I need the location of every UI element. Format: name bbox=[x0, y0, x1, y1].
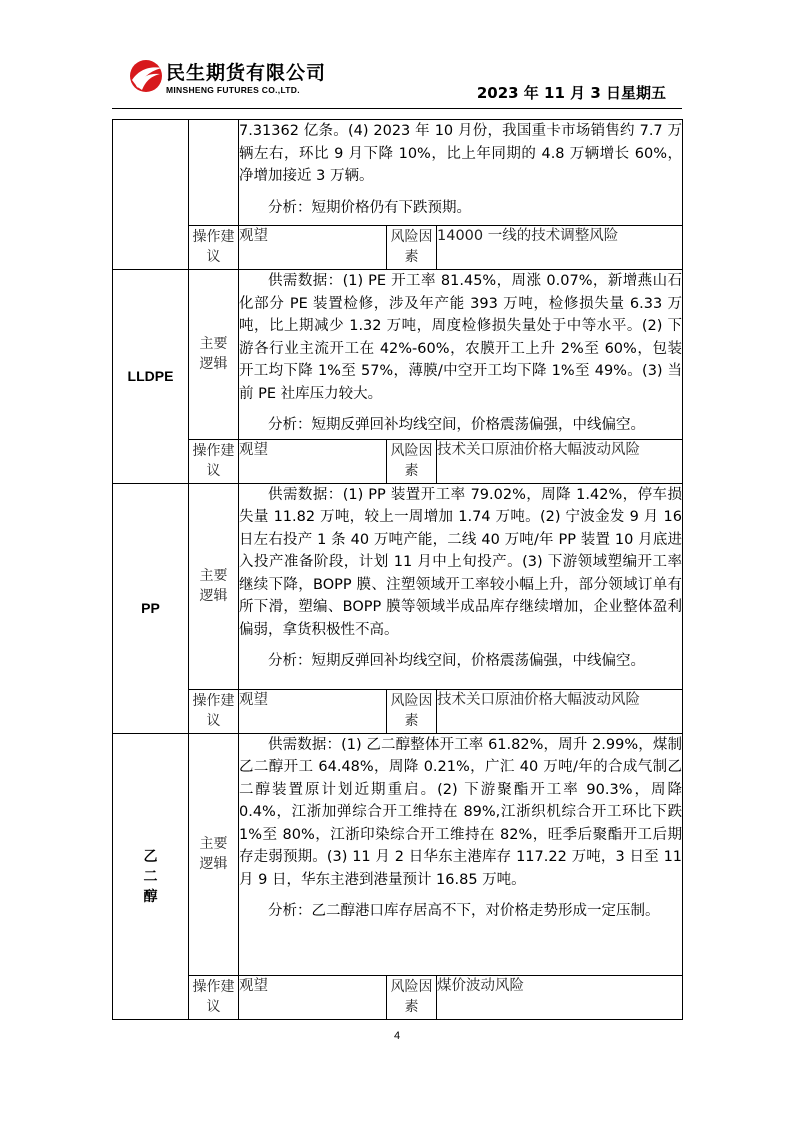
risk-label: 风险因素 bbox=[387, 226, 437, 270]
company-logo bbox=[128, 56, 368, 100]
analysis-paragraph: 分析：短期反弹回补均线空间，价格震荡偏强，中线偏空。 bbox=[268, 417, 645, 433]
analysis-paragraph: 分析：乙二醇港口库存居高不下，对价格走势形成一定压制。 bbox=[268, 903, 660, 919]
table-row bbox=[113, 270, 683, 440]
logic-paragraph: 供需数据：(1) 乙二醇整体开工率 61.82%，周升 2.99%，煤制乙二醇开工 64.48%，周降 0.21%，广汇 40 万吨/年的合成气制乙二醇装置原计划近期重启。(2) 下游聚酯开工率 90.3%，周降 0.4%，江浙加弹综合开工维持在 89%,江浙织机综合开工环比下跌 1%至 80%，江浙印染综合开工维持在 82%，旺季后聚酯开工后期存走弱预期。(3) 11 月 2 日华东主港库存 117.22 万吨，3 日至 11 月 9 日，华东主港到港量预计 16.85 万吨。 bbox=[239, 736, 683, 888]
logic-label: 主要逻辑 bbox=[189, 270, 239, 440]
company-name-cn: 民生期货有限公司 bbox=[166, 62, 327, 84]
advice-label: 操作建议 bbox=[189, 689, 239, 733]
table-row bbox=[113, 689, 683, 733]
risk-label: 风险因素 bbox=[387, 975, 437, 1019]
category-lldpe: LLDPE bbox=[113, 270, 189, 484]
logic-label: 主要逻辑 bbox=[189, 733, 239, 975]
risk-value: 技术关口原油价格大幅波动风险 bbox=[437, 689, 683, 733]
category-cell-continued bbox=[113, 120, 189, 270]
advice-value: 观望 bbox=[239, 689, 387, 733]
risk-value: 14000 一线的技术调整风险 bbox=[437, 226, 683, 270]
advice-label: 操作建议 bbox=[189, 226, 239, 270]
table-row bbox=[113, 439, 683, 483]
advice-value: 观望 bbox=[239, 226, 387, 270]
analysis-paragraph: 分析：短期反弹回补均线空间，价格震荡偏强，中线偏空。 bbox=[268, 653, 645, 669]
logic-paragraph: 7.31362 亿条。(4) 2023 年 10 月份，我国重卡市场销售约 7.7 万辆左右，环比 9 月下降 10%，比上年同期的 4.8 万辆增长 60%，净增加接近 3 万辆。 bbox=[239, 123, 683, 184]
report-date: 2023 年 11 月 3 日星期五 bbox=[476, 84, 666, 102]
header-rule bbox=[112, 108, 682, 109]
table-row bbox=[113, 226, 683, 270]
table-row bbox=[113, 733, 683, 975]
logic-text-cell bbox=[239, 270, 683, 440]
analysis-paragraph: 分析：短期价格仍有下跌预期。 bbox=[268, 199, 471, 216]
logic-text-cell bbox=[239, 483, 683, 689]
logic-label: 主要逻辑 bbox=[189, 483, 239, 689]
strategy-table bbox=[112, 119, 683, 1020]
logic-paragraph: 供需数据：(1) PE 开工率 81.45%，周涨 0.07%，新增燕山石化部分 PE 装置检修，涉及年产能 393 万吨，检修损失量 6.33 万吨，比上期减少 1.32 万吨，周度检修损失量处于中等水平。(2) 下游各行业主流开工在 42%-60%，农膜开工上升 2%至 60%，包装开工均下降 1%至 57%，薄膜/中空开工均下降 1%至 49%。(3) 当前 PE 社库压力较大。 bbox=[239, 273, 683, 402]
risk-label: 风险因素 bbox=[387, 439, 437, 483]
page-number: 4 bbox=[393, 1030, 401, 1042]
advice-label: 操作建议 bbox=[189, 975, 239, 1019]
advice-label: 操作建议 bbox=[189, 439, 239, 483]
logic-text-cell bbox=[239, 120, 683, 226]
minsheng-logo-icon bbox=[128, 58, 164, 94]
table-row bbox=[113, 483, 683, 689]
category-pp: PP bbox=[113, 483, 189, 733]
table-row bbox=[113, 975, 683, 1019]
risk-label: 风险因素 bbox=[387, 689, 437, 733]
risk-value: 煤价波动风险 bbox=[437, 975, 683, 1019]
company-name-en: MINSHENG FUTURES CO.,LTD. bbox=[166, 85, 300, 95]
logic-text-cell bbox=[239, 733, 683, 975]
risk-value: 技术关口原油价格大幅波动风险 bbox=[437, 439, 683, 483]
category-eg: 乙二醇 bbox=[113, 733, 189, 1019]
logic-label-cell bbox=[189, 120, 239, 226]
advice-value: 观望 bbox=[239, 439, 387, 483]
table-row bbox=[113, 120, 683, 226]
advice-value: 观望 bbox=[239, 975, 387, 1019]
logic-paragraph: 供需数据：(1) PP 装置开工率 79.02%，周降 1.42%，停车损失量 11.82 万吨，较上一周增加 1.74 万吨。(2) 宁波金发 9 月 16 日左右投产 1 条 40 万吨产能，二线 40 万吨/年 PP 装置 10 月底进入投产准备阶段，计划 11 月中上旬投产。(3) 下游领域塑编开工率继续下降，BOPP 膜、注塑领域开工率较小幅上升，部分领域订单有所下滑，塑编、BOPP 膜等领域半成品库存继续增加，企业整体盈利偏弱，拿货积极性不高。 bbox=[239, 486, 683, 638]
